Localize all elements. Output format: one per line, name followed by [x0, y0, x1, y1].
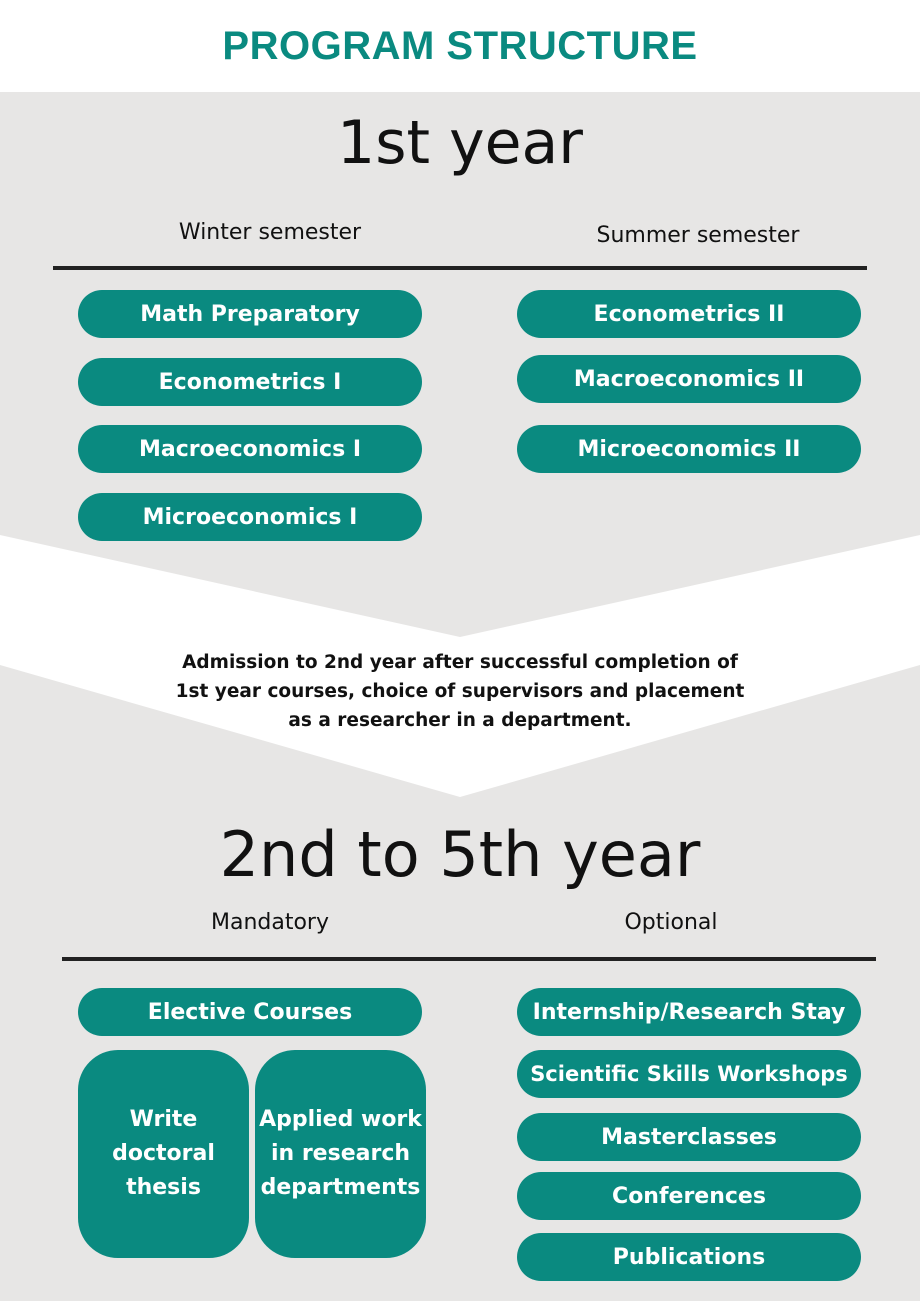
years2to5-title: 2nd to 5th year	[219, 818, 701, 891]
elective-courses: Elective Courses	[78, 988, 422, 1036]
mandatory-label: Mandatory	[210, 910, 329, 935]
year1-title: 1st year	[337, 108, 583, 178]
block-line: in research	[270, 1141, 411, 1166]
block-line: Applied work	[259, 1107, 422, 1132]
admission-line-3: as a researcher in a department.	[288, 710, 632, 731]
years2to5-divider	[62, 957, 876, 961]
course-econometrics-1: Econometrics I	[78, 358, 422, 406]
summer-semester-label: Summer semester	[596, 223, 800, 248]
course-macroeconomics-2: Macroeconomics II	[517, 355, 861, 403]
course-macroeconomics-1: Macroeconomics I	[78, 425, 422, 473]
page-title: PROGRAM STRUCTURE	[0, 0, 920, 92]
winter-semester-label: Winter semester	[178, 220, 362, 245]
block-line: departments	[260, 1175, 421, 1200]
optional-label: Optional	[624, 910, 718, 935]
admission-line-2: 1st year courses, choice of supervisors and placement	[175, 681, 745, 702]
block-line: doctoral	[112, 1141, 215, 1166]
course-econometrics-2: Econometrics II	[517, 290, 861, 338]
optional-internship: Internship/Research Stay	[517, 988, 861, 1036]
block-line: Write	[129, 1107, 198, 1132]
write-doctoral-thesis-block	[78, 1050, 249, 1258]
admission-line-1: Admission to 2nd year after successful completion of	[182, 652, 738, 673]
optional-masterclasses: Masterclasses	[517, 1113, 861, 1161]
year1-divider	[53, 266, 867, 270]
admission-note	[150, 648, 770, 735]
optional-skills-workshops: Scientific Skills Workshops	[517, 1050, 861, 1098]
optional-conferences: Conferences	[517, 1172, 861, 1220]
optional-publications: Publications	[517, 1233, 861, 1281]
course-math-preparatory: Math Preparatory	[78, 290, 422, 338]
block-line: thesis	[126, 1175, 201, 1200]
course-microeconomics-1: Microeconomics I	[78, 493, 422, 541]
applied-work-block	[255, 1050, 426, 1258]
course-microeconomics-2: Microeconomics II	[517, 425, 861, 473]
